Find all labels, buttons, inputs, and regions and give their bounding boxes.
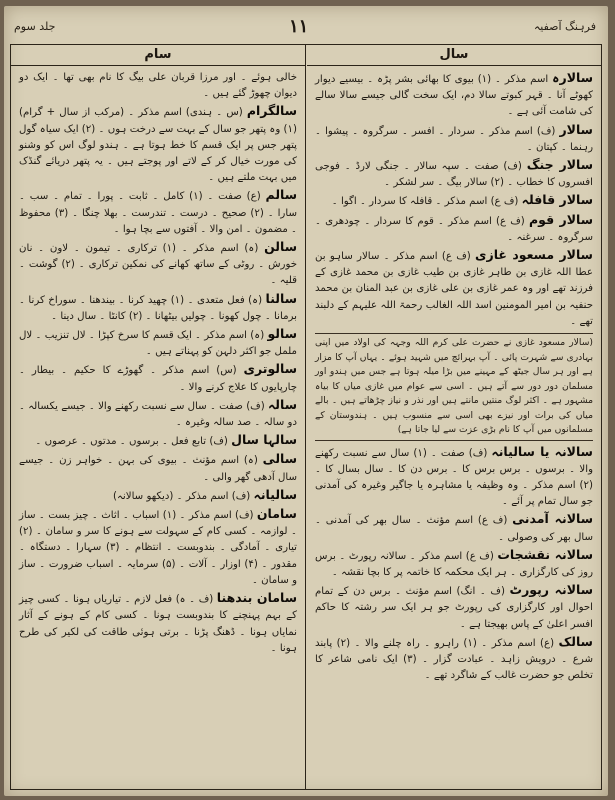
entry-definition: (ہ) فعل متعدی ۔ (۱) چھید کرنا ۔ بیندھنا ۔ سوراخ کرنا ۔ برمانا ۔ چول کھونا ۔ چولیں بیٹھانا ۔ (۲) کانٹا ۔ سال دینا ۔ [19, 294, 297, 322]
dictionary-entry [19, 361, 297, 395]
right-column-body [307, 66, 601, 684]
entry-definition: (ف) اسم مذکر ۔ (۱) اسباب ۔ اثاث ۔ چیز بست ۔ ساز ۔ لوازمہ ۔ کسی کام کے سہولت سے ہونے کا سر و سامان ۔ (۲) تیاری ۔ آمادگی ۔ بندوبست ۔ انتظام ۔ (۳) سہارا ۔ دستگاہ ۔ مقدور ۔ (۴) اوزار ۔ آلات ۔ (۵) سرمایہ ۔ اسباب ضرورت ۔ ساز و سامان ۔ [19, 510, 298, 586]
dictionary-entry [315, 634, 593, 685]
dictionary-entry [315, 582, 593, 633]
entry-definition: (ف) اسم مذکر ۔ سردار ۔ افسر ۔ سرگروہ ۔ پیشوا ۔ رہنما ۔ کپتان ۔ [315, 125, 593, 153]
dictionary-entry [19, 432, 297, 450]
entry-headword: سالن [264, 239, 297, 255]
dictionary-entry [19, 397, 297, 431]
left-column-heading: سام [11, 45, 305, 66]
entry-definition: (ع) اسم مذکر ۔ (۱) راہرو ۔ راہ چلنے والا ۔ (۲) پابند شرع ۔ درویش زاہد ۔ عبادت گزار ۔ (۳) ایک نامی شاعر کا تخلص جو حضرت غالب کے شاگرد تھے ۔ [315, 637, 593, 682]
entry-headword: سالار [559, 121, 593, 137]
dictionary-entry [315, 212, 593, 246]
book-title: فرہنگ آصفیہ [533, 20, 596, 33]
entry-definition: (ف) تابع فعل ۔ برسوں ۔ مدتوں ۔ عرصوں ۔ [35, 436, 228, 448]
dictionary-entry [315, 444, 593, 511]
entry-definition: (ہ) اسم مؤنث ۔ بیوی کی بہن ۔ خواہر زن ۔ جیسے سال آدھی گھر والی ۔ [19, 455, 297, 483]
entry-definition: (ف) اسم مذکر ۔ (دیکھو سالانہ) [112, 490, 251, 502]
entry-definition: (ع) صفت ۔ (۱) کامل ۔ ثابت ۔ پورا ۔ تمام ۔ سب ۔ سارا ۔ (۲) صحیح ۔ درست ۔ تندرست ۔ بھلا چنگا ۔ (۳) محفوظ ۔ مضمون ۔ امن والا ۔ آفتوں سے بچا ہوا ۔ [19, 191, 297, 235]
entry-definition: (ف) صفت ۔ (۱) سال سے نسبت رکھنے والا ۔ برسوں ۔ برس برس کا ۔ برس دن کا ۔ سال بسال کا ۔ (۲) اسم مذکر ۔ وہ وظیفہ یا مشاہرہ یا جاگیر وغیرہ کی آمدنی جو سال تمام پر آئے ۔ [315, 447, 593, 508]
volume-label: جلد سوم [14, 20, 56, 33]
entry-headword: سالار قافلہ [521, 192, 593, 208]
entry-headword: سالارہ [552, 70, 593, 85]
entry-definition: (ہ) اسم مذکر ۔ (۱) ترکاری ۔ تیمون ۔ لاون ۔ نان خورش ۔ روٹی کے ساتھ کھانے کی نمکین ترکاری ۔ (۲) گوشت ۔ قلیہ ۔ [19, 243, 298, 287]
entry-headword: سالانہ رپورٹ [509, 582, 593, 598]
entry-headword: سالگرام [246, 103, 297, 119]
dictionary-entry [315, 122, 593, 156]
entry-definition: (ف ع) اسم مذکر ۔ سالانہ رپورٹ ۔ برس روز کی کارگزاری ۔ ہر ایک محکمہ کا خاتمہ پر کا بچا نقشہ ۔ [315, 550, 593, 578]
dictionary-entry [315, 247, 593, 330]
entry-headword: سالم [265, 187, 297, 203]
entry-definition: (س) اسم مذکر ۔ گھوڑے کا حکیم ۔ بیطار ۔ چارپایوں کا علاج کرنے والا ۔ [19, 365, 297, 393]
entry-headword: سامان [256, 506, 297, 522]
entry-headword: سالنا [265, 290, 297, 306]
entry-headword: سالیانہ [253, 486, 297, 502]
dictionary-entry [19, 487, 297, 505]
dictionary-entry [19, 70, 297, 102]
dictionary-entry [315, 192, 593, 210]
dictionary-entry [315, 511, 593, 545]
entry-headword: سالانہ آمدنی [512, 511, 593, 527]
page [4, 6, 608, 796]
entry-headword: سالار جنگ [526, 157, 593, 173]
entry-headword: سالو [267, 326, 297, 342]
entry-definition: (سالار مسعود غازی نے حضرت علی کرم اللہ وجہہ کی اولاد میں اپنی بہادری سے شہرت پائی ۔ آپ بہرائچ میں شہید ہوئے ۔ یہاں آپ کا مزار ہے اور ہر سال جیٹھ کے مہینے میں بڑا میلہ ہوتا ہے جس میں ہندو اور مسلمان دور دور سے آتے ہیں ۔ اسی سے عوام میں غازی میاں کا بیاہ مشہور ہے ۔ اکثر لوگ منتیں مانتے ہیں اور نذر و نیاز چڑھاتے ہیں ۔ بالے میاں کی برات اور نیزے بھی اسی سے منسوب ہیں ۔ ہندوستان کے مسلمانوں میں آپ کا نام بڑی عزت سے لیا جاتا ہے) [315, 337, 593, 436]
entry-definition: (ف) صفت ۔ سال سے نسبت رکھنے والا ۔ جیسے یکسالہ ۔ دو سالہ ۔ صد سالہ وغیرہ ۔ [19, 400, 297, 429]
entry-definition: (ف ۔ انگ) اسم مؤنث ۔ برس دن کے تمام احوال اور کارگزاری کی رپورٹ جو ہر ایک سر رشتہ کا حاکم افسر اعلیٰ کے پاس بھیجتا ہے ۔ [315, 586, 593, 630]
dictionary-entry [19, 103, 297, 186]
page-number: ١١ [289, 16, 309, 37]
dictionary-entry [19, 451, 297, 485]
right-column-heading: سال [307, 45, 601, 66]
left-column-body [11, 66, 305, 657]
dictionary-entry [315, 157, 593, 191]
entry-definition: (ف ع) اسم مذکر ۔ قافلہ کا سردار ۔ اگوا ۔ [331, 196, 519, 208]
entry-headword: سالوتری [243, 361, 297, 377]
left-column [11, 45, 306, 789]
dictionary-entry [19, 506, 297, 589]
entry-definition: خالی ہوئے ۔ اور مرزا قربان علی بیگ کا نام بھی تھا ۔ ایک دو دیوان چھوڑ گئے ہیں ۔ [19, 72, 297, 100]
right-column [307, 45, 601, 789]
dictionary-entry [315, 70, 593, 121]
dictionary-entry [19, 590, 297, 657]
entry-definition: (س ۔ ہندی) اسم مذکر ۔ (مرکب از سال + گرام) (۱) وہ پتھر جو سال کے بہت سے درخت ہوں ۔ (۲) ایک سیاہ گول پتھر جس پر ایک قسم کا خط ہوتا ہے ۔ ہندو لوگ اس کو وشنو کی مورت خیال کر کے لاتے اور پوجتے ہیں ۔ یہ پتھر دریائے گنڈک میں بہت ملتے ہیں ۔ [19, 107, 297, 184]
entry-headword: سالانہ یا سالیانہ [491, 443, 593, 459]
dictionary-entry [19, 291, 297, 325]
dictionary-entry [19, 239, 297, 290]
entry-definition: (ف ع) اسم مؤنث ۔ سال بھر کی آمدنی ۔ سال بھر کی وصولی ۔ [315, 515, 593, 543]
dictionary-entry [19, 187, 297, 238]
entry-definition: (ف ع) اسم مذکر ۔ قوم کا سردار ۔ چودھری ۔ سرگروہ ۔ سرغنہ ۔ [315, 215, 593, 243]
entry-definition: (ف ع) اسم مذکر ۔ سالار ساہو بن عطا اللہ غازی بن طاہر غازی بن طیب غازی بن محمد غازی کے فرزند تھے اور وہ عمر غازی بن علی غازی بن عبد المنان بن محمد حنفیہ بن امیر المومنین اسد اللہ الغالب رحمۃ اللہ علیہم کے دلبند تھے ۔ [315, 251, 593, 327]
entry-headword: سالک [558, 633, 593, 649]
entry-headword: سالہ [267, 396, 297, 412]
entry-definition: (ف) صفت ۔ سپہ سالار ۔ جنگی لارڈ ۔ فوجی افسروں کا خطاب ۔ (۲) سالار بیگ ۔ سر لشکر ۔ [315, 161, 593, 189]
entry-headword: سالار قوم [529, 211, 593, 227]
dictionary-entry [19, 326, 297, 360]
entry-headword: سالی [262, 451, 297, 467]
dictionary-entry [315, 547, 593, 581]
entry-headword: سامان بندھنا [216, 590, 297, 606]
page-header [4, 6, 608, 46]
entry-definition: (ہ) اسم مذکر ۔ ایک قسم کا سرخ کپڑا ۔ لال تنزیب ۔ لال ململ جو اکثر دلہن کو پہناتے ہیں ۔ [19, 330, 297, 358]
entry-headword: سالار مسعود غازی [475, 247, 593, 263]
entry-definition: اسم مذکر ۔ (۱) بیوی کا بھائی بشر پڑہ ۔ بیسیے دیوار کھوٹے آنا ۔ قہر کبوتے سالا دم، ایک سخت گالی جیسے سالا سالے کی شامت آئی ہے ۔ [315, 74, 593, 118]
entry-definition: (ف ۔ ہ) فعل لازم ۔ تیاریاں ہونا ۔ کسی چیز کے بہم پہنچنے کا بندوبست ہونا ۔ کسی کام کے ہونے کے آثار نمایاں ہونا ۔ ڈھنگ پڑنا ۔ برتی ہوئی طاقت کی لکیر کی طرح ہونا ۔ [19, 594, 297, 654]
entry-headword: سالانہ نقشجات [497, 546, 593, 562]
entry-note [315, 333, 593, 441]
entry-headword: سالہا سال [231, 432, 297, 448]
two-column-frame [10, 44, 602, 790]
